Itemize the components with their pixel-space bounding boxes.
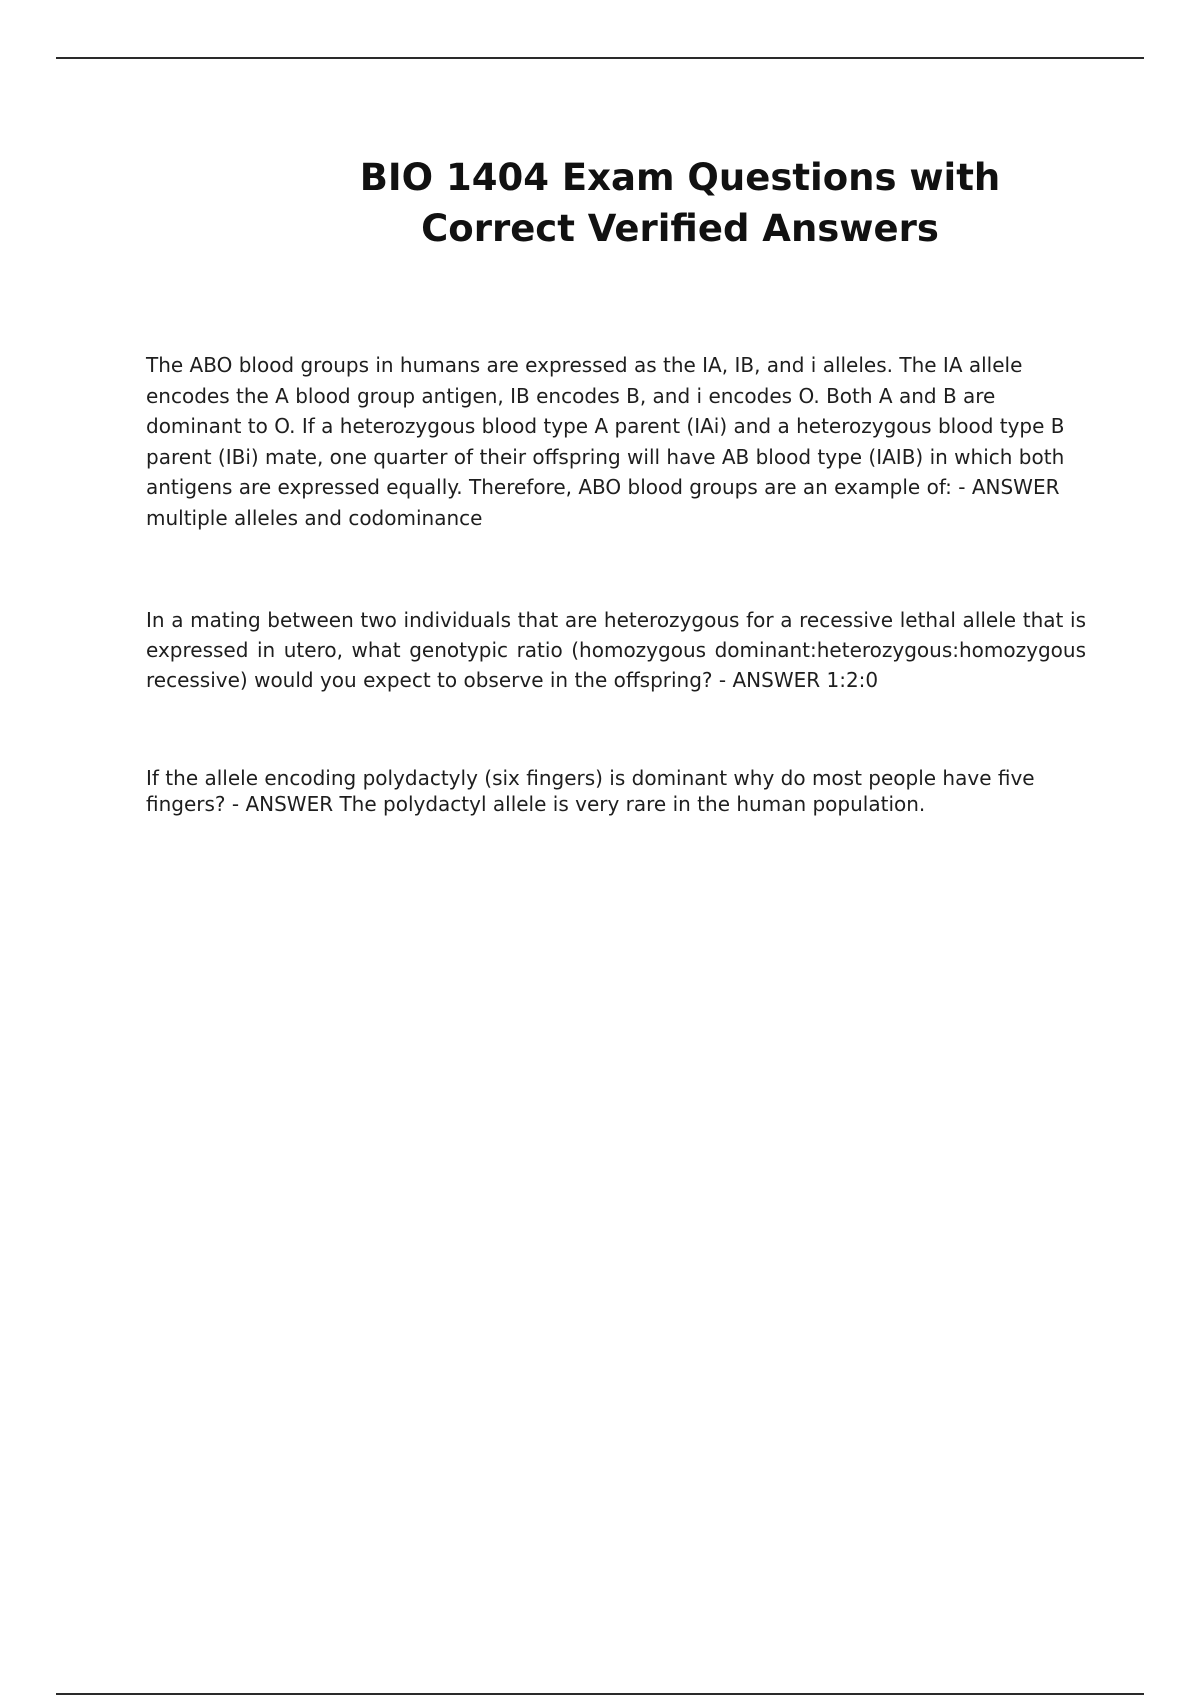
question-text-3: If the allele encoding polydactyly (six fingers) is dominant why do most people have five fingers? [146, 766, 1035, 816]
qa-item-1 [146, 350, 1086, 533]
answer-text-3: - ANSWER The polydactyl allele is very rare in the human population. [231, 792, 926, 816]
answer-text-2: - ANSWER 1:2:0 [718, 668, 879, 692]
qa-item-3 [146, 765, 1086, 817]
question-text-1: The ABO blood groups in humans are expressed as the IA, IB, and i alleles. The IA allele encodes the A blood group antigen, IB encodes B, and i encodes O. Both A and B are dominant to O. If a heterozygous blood type A parent (IAi) and a heterozygous blood type B parent (IBi) mate, one quarter of their offspring will have AB blood type (IAIB) in which both antigens are expressed equally. Therefore, ABO blood groups are an example of: [146, 353, 1065, 499]
question-text-2: In a mating between two individuals that are heterozygous for a recessive lethal allele that is expressed in utero, what genotypic ratio (homozygous dominant:heterozygous:homozygous recessive) would you expect to observe in the offspring? [146, 608, 1086, 692]
answer-text-1: - ANSWER multiple alleles and codominance [146, 475, 1060, 530]
qa-item-2 [146, 605, 1086, 695]
header-rule [56, 57, 1144, 59]
footer-rule [56, 1693, 1144, 1695]
document-title: BIO 1404 Exam Questions with Correct Verified Answers [359, 156, 1001, 250]
